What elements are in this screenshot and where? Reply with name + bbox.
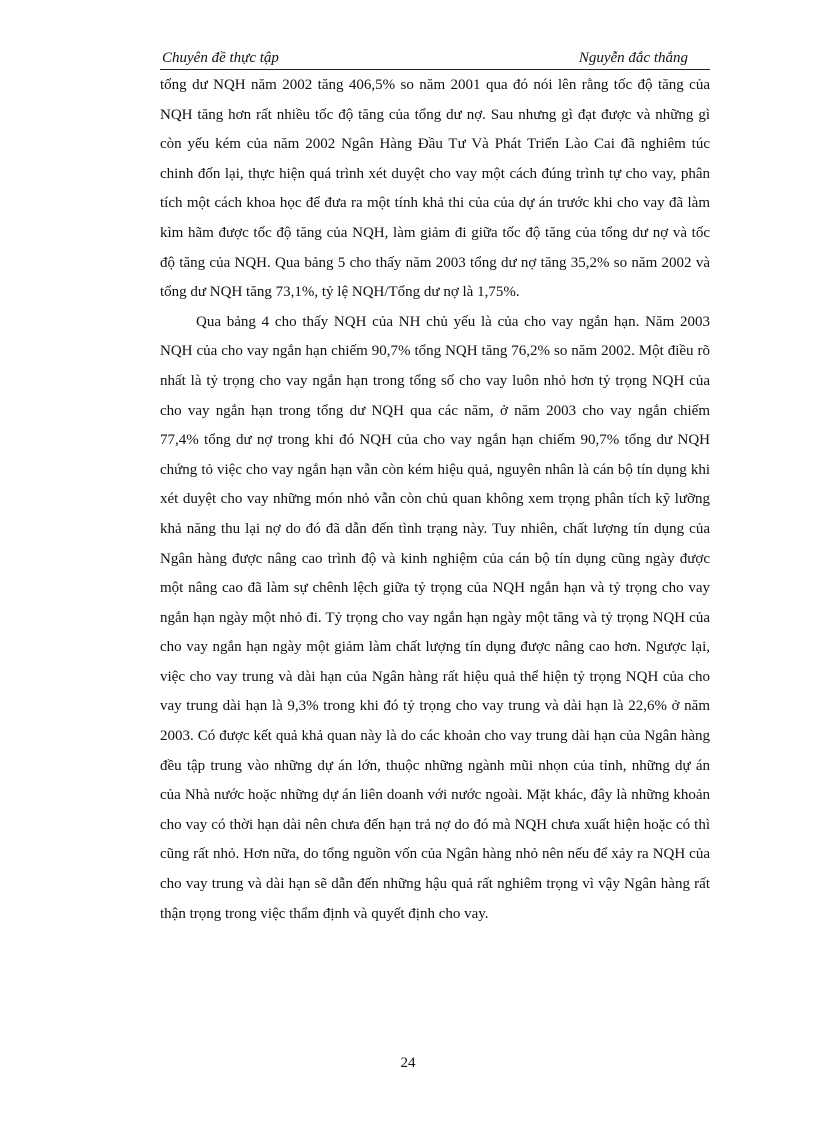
paragraph-2: Qua bảng 4 cho thấy NQH của NH chủ yếu là của cho vay ngắn hạn. Năm 2003 NQH của cho vay ngắn hạn chiếm 90,7% tổng NQH tăng 76,2% so năm 2002. Một điều rõ nhất là tỷ trọng cho vay ngắn hạn trong tổng số cho vay luôn nhỏ hơn tỷ trọng NQH của cho vay ngắn hạn trong tổng dư NQH qua các năm, ở năm 2003 cho vay ngắn chiếm 77,4% tổng dư nợ trong khi đó NQH của cho vay ngắn hạn chiếm 90,7% tổng dư NQH chứng tỏ việc cho vay ngắn hạn vẫn còn kém hiệu quả, nguyên nhân là cán bộ tín dụng khi xét duyệt cho vay những món nhỏ vẫn còn chủ quan không xem trọng phân tích kỹ lưỡng khả năng thu lại nợ do đó đã dẫn đến tình trạng này. Tuy nhiên, chất lượng tín dụng của Ngân hàng được nâng cao trình độ và kinh nghiệm của cán bộ tín dụng cũng ngày được một nâng cao đã làm sự chênh lệch giữa tỷ trọng của NQH ngắn hạn và tỷ trọng cho vay ngắn hạn ngày một nhỏ đi. Tỷ trọng cho vay ngắn hạn ngày một tăng và tỷ trọng NQH của cho vay ngắn hạn ngày một giảm làm chất lượng tín dụng được nâng cao hơn. Ngược lại, việc cho vay trung và dài hạn của Ngân hàng rất hiệu quả thể hiện tỷ trọng NQH của cho vay trung dài hạn là 9,3% trong khi đó tỷ trọng cho vay trung và dài hạn là 22,6% ở năm 2003. Có được kết quả khả quan này là do các khoản cho vay trung dài hạn của Ngân hàng đều tập trung vào những dự án lớn, thuộc những ngành mũi nhọn của tỉnh, những dự án của Nhà nước hoặc những dự án liên doanh với nước ngoài. Mặt khác, đây là những khoản cho vay có thời hạn dài nên chưa đến hạn trả nợ do đó mà NQH chưa xuất hiện hoặc có thì cũng rất nhỏ. Hơn nữa, do tổng nguồn vốn của Ngân hàng nhỏ nên nếu để xảy ra NQH của cho vay trung và dài hạn sẽ dẫn đến những hậu quả rất nghiêm trọng vì vậy Ngân hàng rất thận trọng trong việc thẩm định và quyết định cho vay. [160,313,710,922]
paragraph-1: tổng dư NQH năm 2002 tăng 406,5% so năm 2001 qua đó nói lên rằng tốc độ tăng của NQH tăng hơn rất nhiều tốc độ tăng của tổng dư nợ. Sau nhưng gì đạt được và những gì còn yếu kém của năm 2002 Ngân Hàng Đầu Tư Và Phát Triển Lào Cai đã nghiêm túc chinh đốn lại, thực hiện quá trình xét duyệt cho vay một cách đúng trình tự cho vay, phân tích một cách khoa học để đưa ra một tính khả thi của của dự án trước khi cho vay đã làm kìm hãm được tốc độ tăng của NQH, làm giảm đi giữa tốc độ tăng của tổng dư nợ và tốc độ tăng của NQH. Qua bảng 5 cho thấy năm 2003 tổng dư nợ tăng 35,2% so năm 2002 và tổng dư NQH tăng 73,1%, tỷ lệ NQH/Tổng dư nợ là 1,75%. [160,77,710,301]
page-header [160,47,710,70]
page-number: 24 [400,1055,416,1071]
header-author-name: Nguyễn đắc thắng [578,50,688,66]
body-text [160,71,710,929]
header-document-title: Chuyên đề thực tập [162,50,279,66]
